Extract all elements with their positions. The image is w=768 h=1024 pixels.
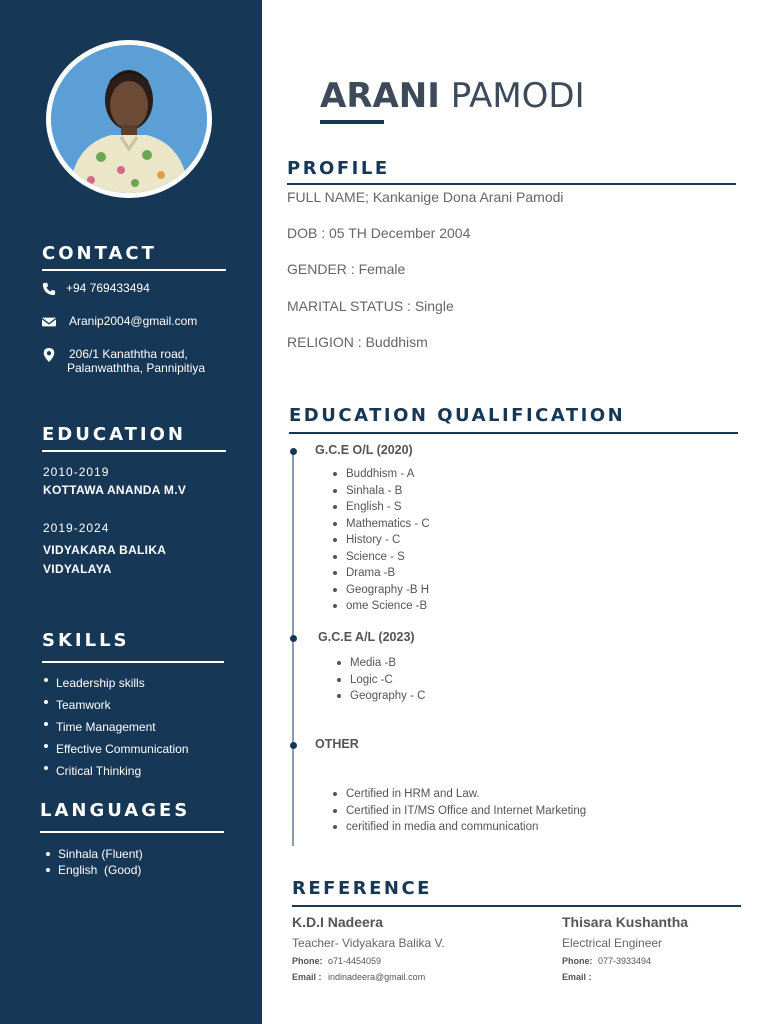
qualification-heading: EDUCATION QUALIFICATION [289,405,626,426]
reference-1-name: K.D.I Nadeera [292,914,384,930]
education-school-2-line1: VIDYAKARA BALIKA [43,543,167,557]
reference-1-role: Teacher- Vidyakara Balika V. [292,936,445,950]
ol-result-item: Buddhism - A [332,466,430,483]
al-result-item: Media -B [336,655,425,672]
education-school-2-line2: VIDYALAYA [43,562,112,576]
first-name: ARANI [320,76,440,116]
profile-full-name: FULL NAME; Kankanige Dona Arani Pamodi [287,189,564,205]
education-school-1-line1: KOTTAWA ANANDA M.V [43,483,187,497]
skills-heading: SKILLS [42,630,130,651]
ol-result-item: Mathematics - C [332,516,430,533]
education-years-2: 2019-2024 [43,521,110,535]
profile-photo [46,40,212,198]
other-item: Certified in HRM and Law. [332,786,586,803]
reference-2-email-label: Email : [562,972,592,982]
contact-heading: CONTACT [42,243,157,264]
language-item: Sinhala (Fluent) [44,846,143,862]
profile-dob: DOB : 05 TH December 2004 [287,225,471,241]
education-heading: EDUCATION [42,424,186,445]
contact-rule [42,269,226,271]
other-title: OTHER [315,737,359,751]
address-line1: 206/1 Kanaththa road, [69,347,188,361]
language-item: English (Good) [44,862,143,878]
skills-rule [42,661,224,663]
education-school-2 [43,541,166,579]
reference-1-email-value: indinadeera@gmail.com [328,972,426,982]
profile-photo-image [51,45,207,193]
skill-item: Effective Communication [42,738,189,760]
email-text: Aranip2004@gmail.com [69,314,198,328]
languages-list [44,846,143,878]
al-result-item: Logic -C [336,672,425,689]
ol-title: G.C.E O/L (2020) [315,443,413,457]
ol-result-item: Geography -B H [332,582,430,599]
phone-text: +94 769433494 [66,281,150,295]
envelope-icon [42,315,56,329]
skills-list [42,672,189,782]
timeline-dot [290,448,297,455]
timeline-dot [290,635,297,642]
ol-results-list [332,466,430,615]
reference-1-phone-value: o71-4454059 [328,956,382,966]
reference-1-email-label: Email : [292,972,322,982]
profile-marital-status: MARITAL STATUS : Single [287,298,454,314]
al-title: G.C.E A/L (2023) [318,630,415,644]
reference-2-phone-value: 077-3933494 [598,956,652,966]
ol-result-item: History - C [332,532,430,549]
qualification-rule [289,432,738,434]
education-rule [42,450,226,452]
al-results-list [336,655,425,705]
other-list [332,786,586,836]
reference-1-phone [292,956,381,966]
reference-1-phone-label: Phone: [292,956,323,966]
ol-result-item: English - S [332,499,430,516]
other-item: Certified in IT/MS Office and Internet Marketing [332,803,586,820]
reference-heading: REFERENCE [292,878,432,899]
skill-item: Time Management [42,716,189,738]
reference-2-name: Thisara Kushantha [562,914,689,930]
reference-rule [292,905,741,907]
ol-result-item: Science - S [332,549,430,566]
qualification-timeline [292,450,294,846]
reference-2-role: Electrical Engineer [562,936,663,950]
ol-result-item: Sinhala - B [332,483,430,500]
location-pin-icon [42,348,56,362]
reference-1-email [292,972,425,982]
profile-gender: GENDER : Female [287,261,406,277]
reference-2-phone-label: Phone: [562,956,593,966]
profile-heading: PROFILE [287,158,390,179]
name-underline [320,120,384,124]
profile-rule [287,183,736,185]
full-name [320,76,585,116]
address-line2: Palanwaththa, Pannipitiya [67,361,206,375]
phone-icon [42,282,56,296]
other-item: ceritified in media and communication [332,819,586,836]
languages-heading: LANGUAGES [40,800,191,821]
profile-religion: RELIGION : Buddhism [287,334,428,350]
timeline-dot [290,742,297,749]
al-result-item: Geography - C [336,688,425,705]
ol-result-item: ome Science -B [332,598,430,615]
skill-item: Critical Thinking [42,760,189,782]
languages-rule [40,831,224,833]
education-years-1: 2010-2019 [43,465,110,479]
skill-item: Teamwork [42,694,189,716]
reference-2-phone [562,956,651,966]
education-school-1 [43,481,186,500]
ol-result-item: Drama -B [332,565,430,582]
last-name: PAMODI [450,76,585,116]
sidebar [0,0,262,1024]
skill-item: Leadership skills [42,672,189,694]
reference-2-email [562,972,598,982]
